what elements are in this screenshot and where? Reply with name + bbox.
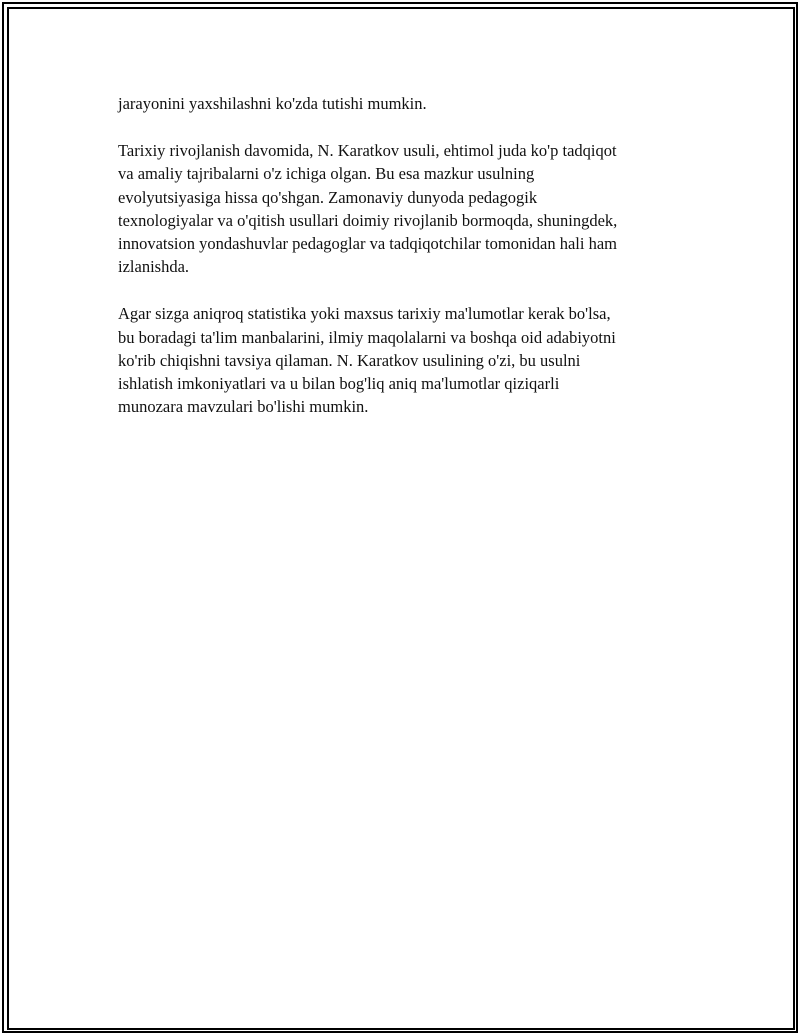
paragraph-2 bbox=[118, 139, 688, 278]
text-line: ishlatish imkoniyatlari va u bilan bog'liq aniq ma'lumotlar qiziqarli bbox=[118, 374, 560, 394]
text-line: evolyutsiyasiga hissa qo'shgan. Zamonaviy dunyoda pedagogik bbox=[118, 187, 538, 207]
text-line: texnologiyalar va o'qitish usullari doimiy rivojlanib bormoqda, shuningdek, bbox=[118, 210, 618, 230]
paragraph-1 bbox=[118, 92, 688, 115]
document-body bbox=[118, 92, 688, 442]
text-line: izlanishda. bbox=[118, 257, 190, 277]
text-line: jarayonini yaxshilashni ko'zda tutishi mumkin. bbox=[118, 94, 427, 113]
text-line: Agar sizga aniqroq statistika yoki maxsus tarixiy ma'lumotlar kerak bo'lsa, bbox=[118, 304, 611, 324]
text-line: bu boradagi ta'lim manbalarini, ilmiy maqolalarni va boshqa oid adabiyotni bbox=[118, 327, 616, 347]
text-line: munozara mavzulari bo'lishi mumkin. bbox=[118, 397, 369, 417]
text-line: ko'rib chiqishni tavsiya qilaman. N. Karatkov usulining o'zi, bu usulni bbox=[118, 350, 581, 370]
text-line: va amaliy tajribalarni o'z ichiga olgan. Bu esa mazkur usulning bbox=[118, 164, 535, 184]
paragraph-3 bbox=[118, 302, 688, 418]
text-line: Tarixiy rivojlanish davomida, N. Karatkov usuli, ehtimol juda ko'p tadqiqot bbox=[118, 141, 617, 161]
text-line: innovatsion yondashuvlar pedagoglar va tadqiqotchilar tomonidan hali ham bbox=[118, 234, 618, 254]
